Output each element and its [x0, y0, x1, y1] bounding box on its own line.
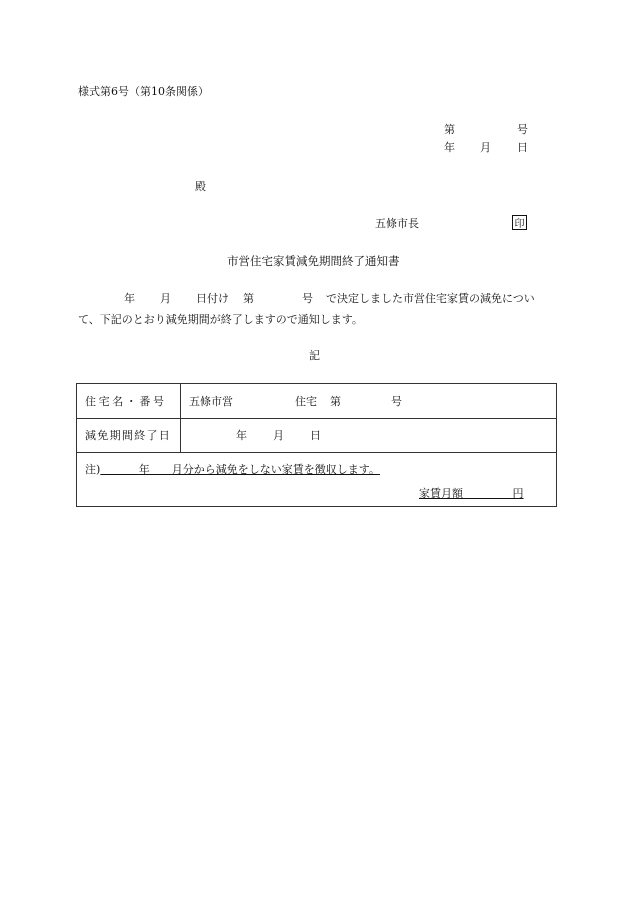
- housing-city: 五條市営: [189, 395, 233, 408]
- column-divider: [180, 384, 181, 418]
- housing-word: 住宅: [295, 395, 317, 408]
- end-date-day: 日: [310, 429, 321, 442]
- housing-number-suffix: 号: [391, 395, 402, 408]
- table-row-end-date: [77, 418, 556, 453]
- sender-title: 五條市長: [375, 217, 419, 230]
- rent-label: 家賃月額: [419, 487, 463, 500]
- body-line-2: て、下記のとおり減免期間が終了しますので通知します。: [78, 313, 363, 326]
- body-dated: 日付け: [196, 292, 229, 305]
- body-number-suffix: 号: [302, 292, 313, 305]
- housing-number-prefix: 第: [330, 395, 341, 408]
- document-number-prefix: 第: [444, 123, 455, 136]
- body-line-1-text: で決定しました市営住宅家賃の減免につい: [326, 292, 535, 305]
- body-number-prefix: 第: [243, 292, 254, 305]
- housing-label: 住宅名・番号: [85, 395, 167, 408]
- issue-date-month: 月: [480, 141, 491, 154]
- table-row-housing: [77, 384, 556, 419]
- seal-mark: 印: [512, 215, 527, 230]
- body-month: 月: [160, 292, 171, 305]
- document-title: 市営住宅家賃減免期間終了通知書: [227, 254, 400, 268]
- document-number-suffix: 号: [517, 123, 528, 136]
- document-number: [444, 123, 528, 136]
- table-row-note: [77, 452, 556, 506]
- detail-table: [76, 383, 557, 507]
- note-body: 年 月分から減免をしない家賃を徴収します。: [138, 463, 380, 476]
- note-prefix: 注): [85, 463, 101, 476]
- end-date-month: 月: [273, 429, 284, 442]
- note-line: [85, 464, 380, 475]
- ki-heading: 記: [309, 349, 320, 362]
- rent-underline: [419, 487, 524, 500]
- column-divider: [180, 418, 181, 452]
- end-date-year: 年: [236, 429, 247, 442]
- note-text: [100, 463, 380, 476]
- form-number: 様式第6号（第10条関係）: [78, 85, 209, 98]
- rent-line: [419, 488, 524, 499]
- body-year: 年: [124, 292, 135, 305]
- issue-date-day: 日: [517, 141, 528, 154]
- rent-unit: 円: [512, 487, 524, 500]
- addressee-honorific: 殿: [195, 180, 206, 193]
- issue-date-year: 年: [444, 141, 455, 154]
- end-date-label: 減免期間終了日: [85, 429, 172, 442]
